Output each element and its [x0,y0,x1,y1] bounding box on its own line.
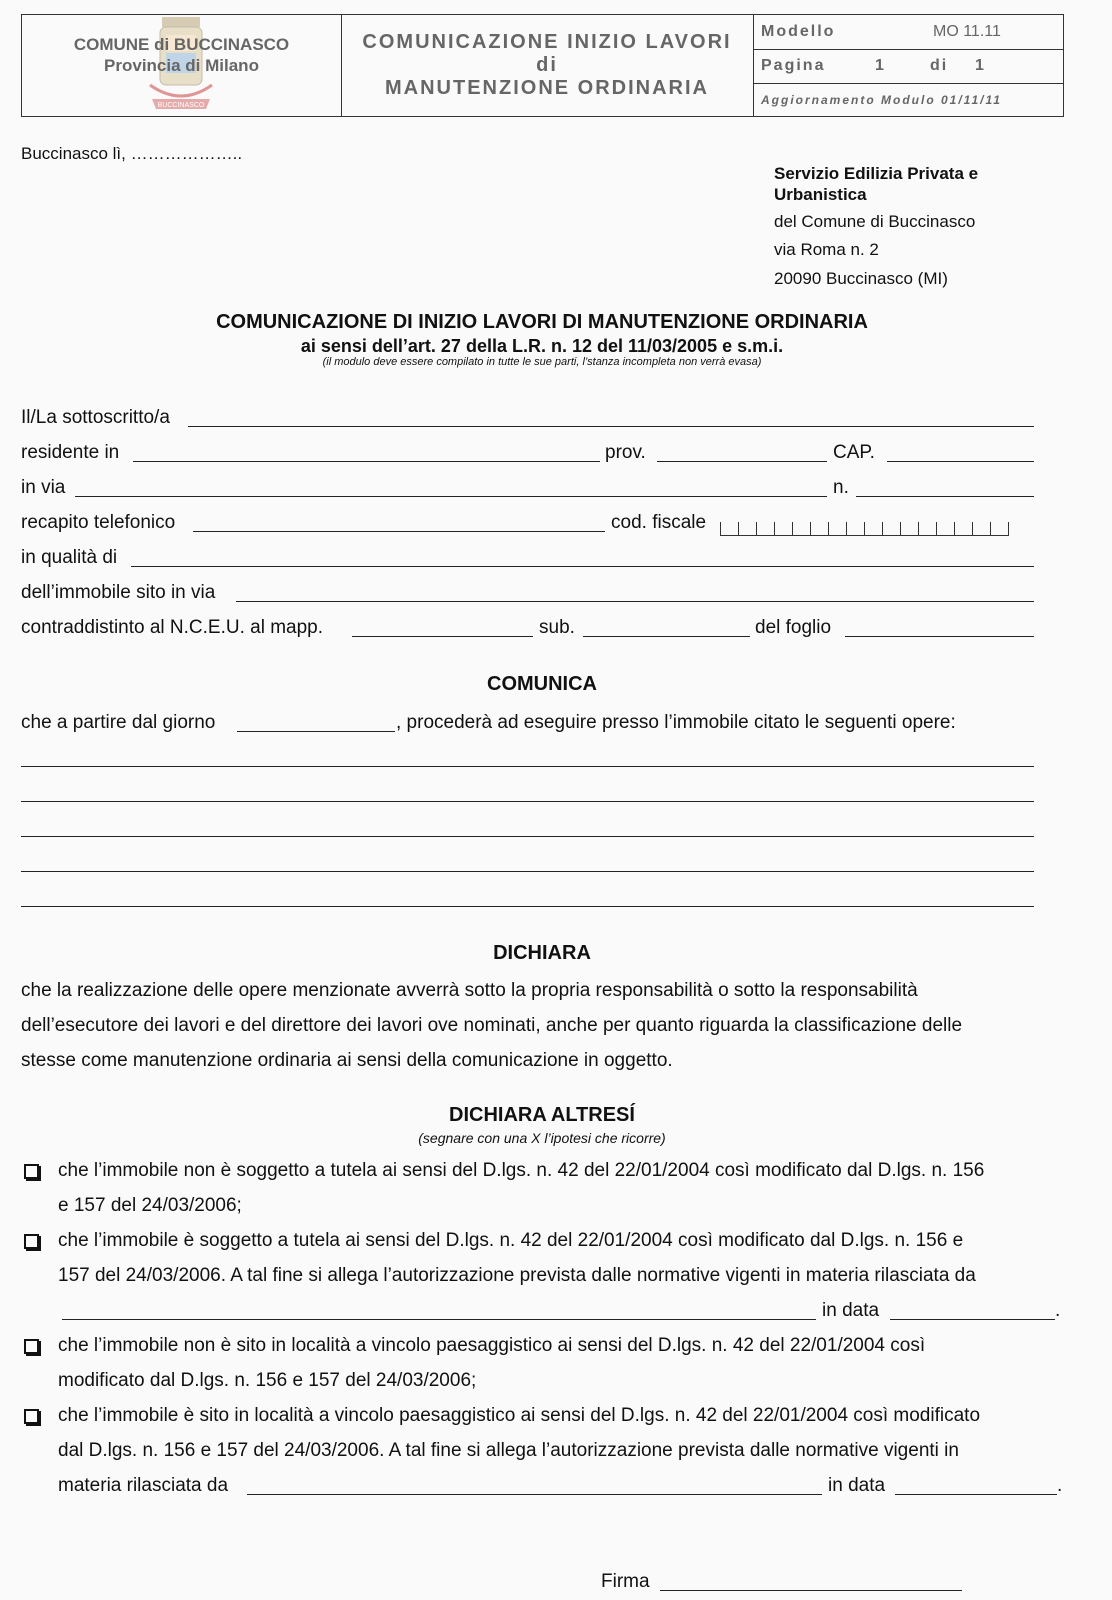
field-works-line[interactable] [21,871,1034,872]
label-sottoscritto: Il/La sottoscritto/a [21,407,170,428]
option2-period: . [1055,1300,1061,1321]
form-title-line1: COMUNICAZIONE INIZIO LAVORI [362,31,732,53]
recipient-line1: Servizio Edilizia Privata e [774,164,979,183]
header-model-cell [753,15,1063,116]
document-subtitle: ai sensi dell’art. 27 della L.R. n. 12 del 11/03/2005 e s.m.i. [300,336,784,356]
option1-line1: che l’immobile non è soggetto a tutela ai sensi del D.lgs. n. 42 del 22/01/2004 così modificato dal D.lgs. n. 156 [58,1160,985,1181]
field-option2-date[interactable] [890,1319,1055,1320]
document-title: COMUNICAZIONE DI INIZIO LAVORI DI MANUTENZIONE ORDINARIA [216,311,868,333]
dichiara-altresi-heading: DICHIARA ALTRESÍ [449,1104,635,1126]
option4-in-data-label: in data [828,1475,886,1496]
field-works-line[interactable] [21,801,1034,802]
option4-checkbox[interactable] [24,1409,39,1424]
field-via[interactable] [75,496,827,497]
dichiara-line1: che la realizzazione delle opere menzionate avverrà sotto la propria responsabilità o sotto la responsabilità [21,980,918,1001]
field-option4-authority[interactable] [247,1494,822,1495]
field-sottoscritto[interactable] [188,426,1034,427]
comunica-text-after: , procederà ad eseguire presso l’immobile citato le seguenti opere: [396,712,956,733]
header-municipality-cell [22,15,342,116]
dichiara-heading: DICHIARA [493,942,591,964]
field-option2-authority[interactable] [62,1319,816,1320]
label-cap: CAP. [833,442,875,463]
field-immobile[interactable] [236,601,1034,602]
label-foglio: del foglio [755,617,832,638]
field-cod-fiscale[interactable] [720,522,1010,536]
label-telefono: recapito telefonico [21,512,176,533]
label-prov: prov. [605,442,646,463]
recipient-line5: 20090 Buccinasco (MI) [774,269,948,288]
field-telefono[interactable] [193,531,605,532]
option4-line3: materia rilasciata da [58,1475,229,1496]
field-prov[interactable] [657,461,827,462]
form-title-line3: MANUTENZIONE ORDINARIA [385,77,709,99]
field-works-line[interactable] [21,766,1034,767]
field-option4-date[interactable] [895,1494,1057,1495]
option4-line2: dal D.lgs. n. 156 e 157 del 24/03/2006. A tal fine si allega l’autorizzazione prevista dalle normative vigenti in [58,1440,959,1461]
label-numero: n. [833,477,849,498]
field-foglio[interactable] [845,636,1034,637]
label-sub: sub. [539,617,575,638]
province-name: Provincia di Milano [104,56,259,75]
field-start-date[interactable] [237,731,395,732]
page-number: 1 [875,57,886,74]
page-total: 1 [975,57,986,74]
field-numero[interactable] [856,496,1034,497]
dichiara-altresi-note: (segnare con una X l’ipotesi che ricorre) [418,1130,666,1146]
label-qualita: in qualità di [21,547,118,568]
field-mappale[interactable] [352,636,533,637]
recipient-line3: del Comune di Buccinasco [774,212,976,231]
dichiara-line2: dell’esecutore dei lavori e del direttore dei lavori ove nominati, anche per quanto riguarda la classificazione delle [21,1015,963,1036]
model-label: Modello [761,23,836,40]
field-works-line[interactable] [21,906,1034,907]
option2-line2: 157 del 24/03/2006. A tal fine si allega l’autorizzazione prevista dalle normative vigenti in materia rilasciata da [58,1265,976,1286]
field-cap[interactable] [887,461,1034,462]
update-text: Aggiornamento Modulo 01/11/11 [761,93,1002,107]
municipality-name: COMUNE di BUCCINASCO [73,35,290,54]
page-of: di [930,57,949,74]
option2-line1: che l’immobile è soggetto a tutela ai sensi del D.lgs. n. 42 del 22/01/2004 così modificato dal D.lgs. n. 156 e [58,1230,964,1251]
page-row [753,49,1063,84]
option1-checkbox[interactable] [24,1164,39,1179]
label-via: in via [21,477,66,498]
recipient-line4: via Roma n. 2 [774,240,879,259]
option1-line2: e 157 del 24/03/2006; [58,1195,242,1216]
model-row [753,15,1063,50]
label-residente: residente in [21,442,120,463]
label-cod-fiscale: cod. fiscale [611,512,707,533]
option3-line2: modificato dal D.lgs. n. 156 e 157 del 24/03/2006; [58,1370,477,1391]
form-title-line2: di [536,54,558,76]
option3-checkbox[interactable] [24,1339,39,1354]
comunica-heading: COMUNICA [487,673,597,695]
page-label: Pagina [761,57,826,74]
comunica-text-before: che a partire dal giorno [21,712,216,733]
label-immobile: dell’immobile sito in via [21,582,216,603]
document-note: (il modulo deve essere compilato in tutte le sue parti, l’stanza incompleta non verrà evasa) [322,356,762,368]
dichiara-line3: stesse come manutenzione ordinaria ai sensi della comunicazione in oggetto. [21,1050,673,1071]
label-nceu: contraddistinto al N.C.E.U. al mapp. [21,617,324,638]
field-signature[interactable] [660,1590,962,1591]
field-qualita[interactable] [131,566,1034,567]
option3-line1: che l’immobile non è sito in località a vincolo paesaggistico ai sensi del D.lgs. n. 42 del 22/01/2004 così [58,1335,926,1356]
field-residente[interactable] [133,461,600,462]
option4-period: . [1057,1475,1063,1496]
option4-line1: che l’immobile è sito in località a vincolo paesaggistico ai sensi del D.lgs. n. 42 del 22/01/2004 così modificato [58,1405,981,1426]
option2-checkbox[interactable] [24,1234,39,1249]
header-title-cell [341,15,754,116]
signature-label: Firma [601,1571,650,1592]
place-date: Buccinasco lì, ……………….. [21,144,243,163]
field-works-line[interactable] [21,836,1034,837]
crest-ribbon-text: BUCCINASCO [157,102,205,109]
model-value: MO 11.11 [933,23,1001,40]
form-header [21,14,1064,117]
recipient-line2: Urbanistica [774,185,867,204]
update-row [753,83,1063,117]
field-sub[interactable] [583,636,750,637]
option2-in-data-label: in data [822,1300,880,1321]
